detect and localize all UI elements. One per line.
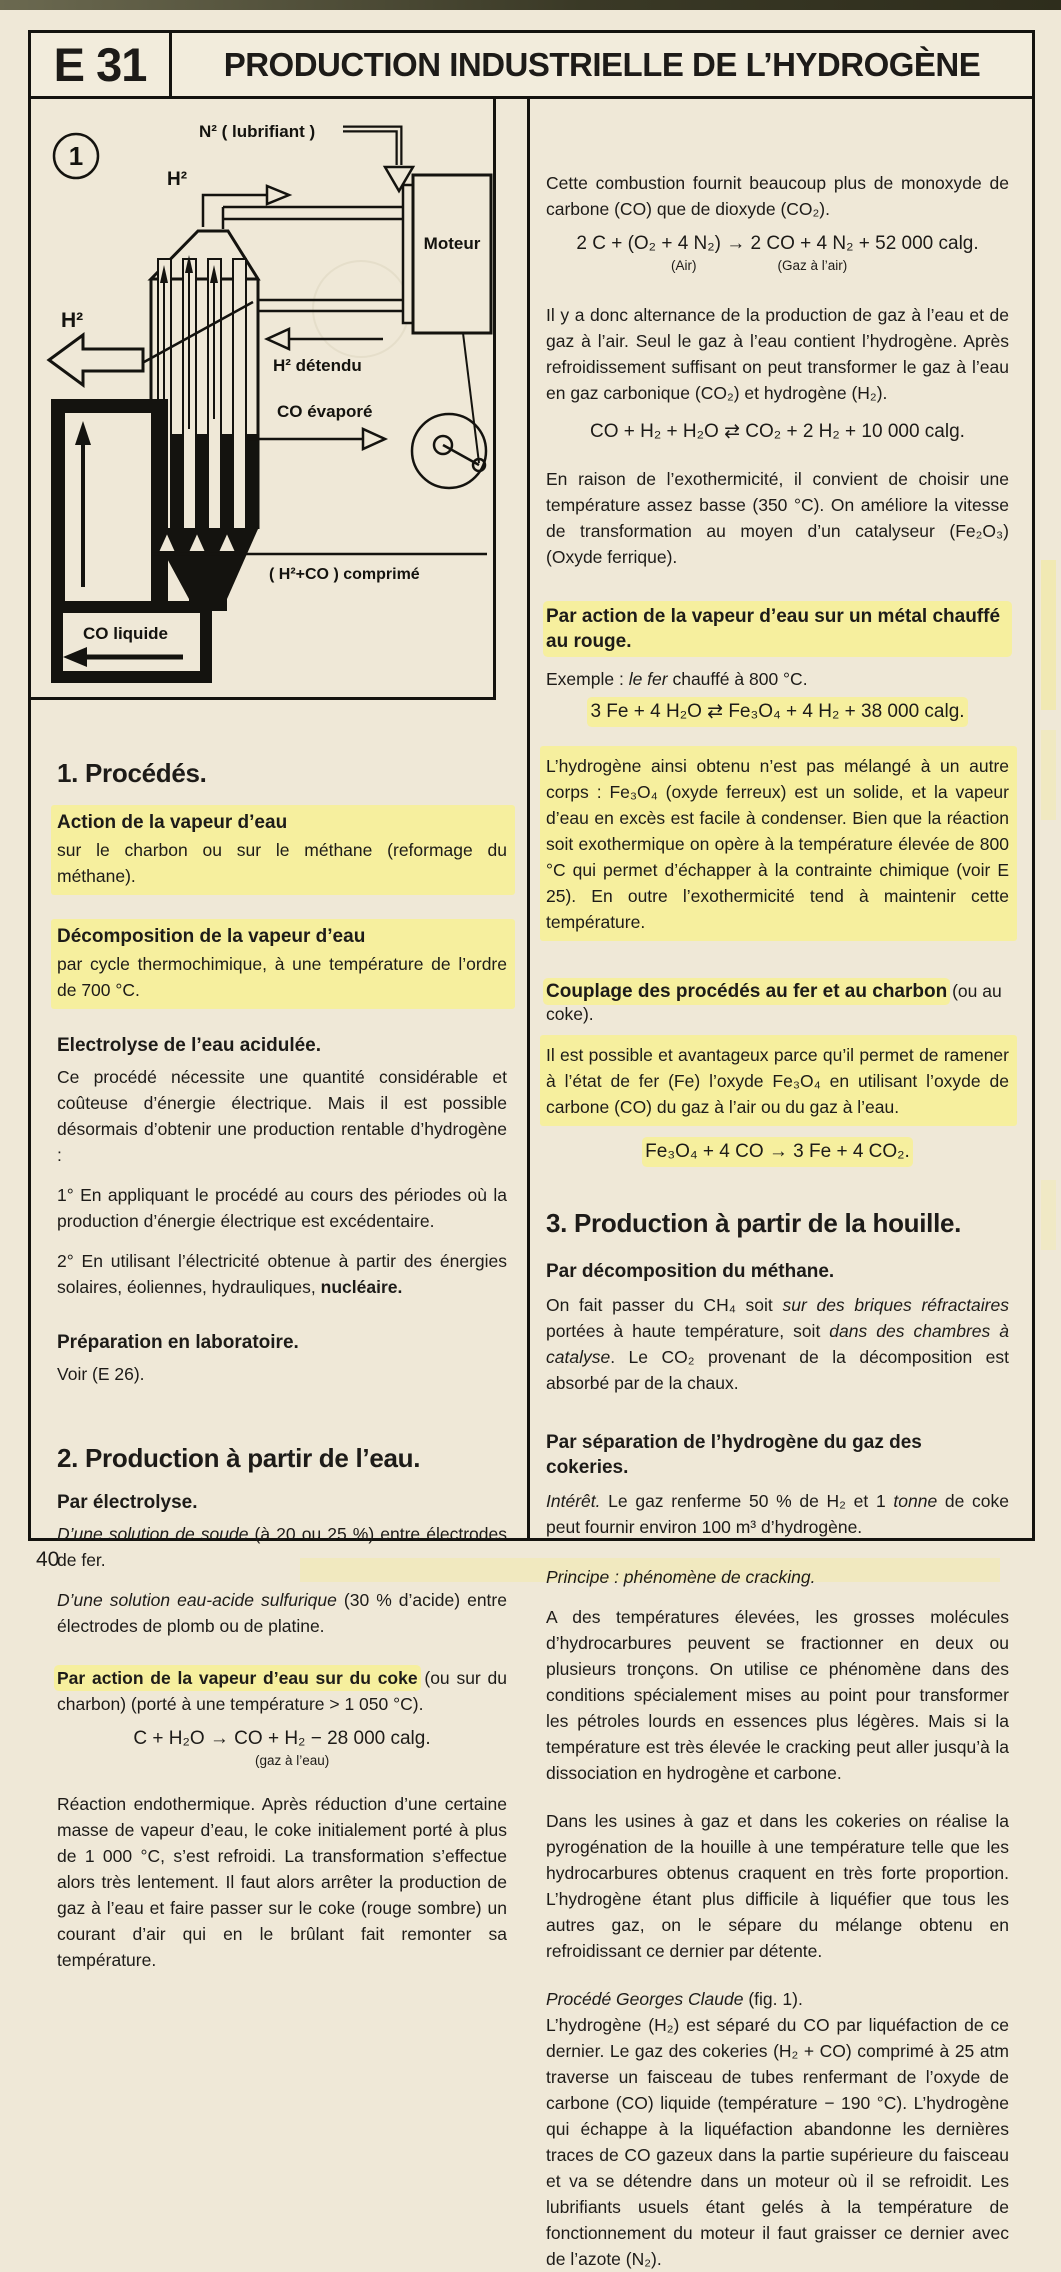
heading-couplage-bold: Couplage des procédés au fer et au charbon [546,981,948,1002]
margin-highlight-mark [1041,730,1056,820]
equation-sublabel-gaz-a-lair: (Gaz à l’air) [777,258,848,273]
text-run-italic: D’une solution de soude [57,1524,249,1544]
paragraph-coke [57,1665,507,1717]
equation-text: 3 Fe + 4 H₂O ⇄ Fe₃O₄ + 4 H₂ + 38 000 calg. [590,701,965,722]
equation-text: Fe₃O₄ + 4 CO → 3 Fe + 4 CO₂. [645,1141,910,1162]
equation-fer-vapeur [546,700,1009,724]
heading-vapeur-sur-metal: Par action de la vapeur d’eau sur un métal chauffé au rouge. [546,604,1009,654]
heading-decomposition-methane: Par décomposition du méthane. [546,1261,835,1282]
heading-vapeur-sur-coke: Par action de la vapeur d’eau sur du coke [57,1668,418,1688]
paragraph-hydrogene-obtenu [540,746,1017,941]
heading-electrolyse-acidulee: Electrolyse de l’eau acidulée. [57,1035,322,1056]
equation-couplage [546,1140,1009,1164]
text-run-italic: sur des briques réfractaires [782,1295,1009,1315]
text-run: portées à haute température, soit [546,1321,830,1341]
h2-top-label: H² [167,169,188,190]
text-decomposition: par cycle thermochimique, à une température de l’ordre de 700 °C. [57,954,507,1000]
procede-action-vapeur [51,805,515,895]
heading-par-electrolyse: Par électrolyse. [57,1492,198,1513]
h2-big-left-arrow [49,335,143,385]
paragraph: Cette combustion fournit beaucoup plus de monoxyde de carbone (CO) que de dioxyde (CO₂). [546,173,1009,219]
equation-text: CO + H₂ + H₂O ⇄ CO₂ + 2 H₂ + 10 000 calg. [590,421,965,442]
paragraph: Réaction endothermique. Après réduction d’une certaine masse de vapeur d’eau, le coke initialement porté à plus de 1 000 °C, s’est refroidi. La transformation s’effectue alors très lentement. Il faut alors arrêter la production de gaz à l’eau et faire passer sur le coke (rouge sombre) un courant d’air qui en le brûlant fait remonter sa température. [57,1794,507,1970]
text-run-italic: D’une solution eau-acide sulfurique [57,1590,337,1610]
text-action-vapeur: sur le charbon ou sur le méthane (reformage du méthane). [57,840,507,886]
scan-edge-strip [0,0,1061,10]
equation-gaz-a-lair [546,232,1009,274]
figure-number: 1 [68,141,84,171]
text-run: Exemple : [546,669,629,689]
paragraph: Il est possible et avantageux parce qu’il permet de ramener à l’état de fer (Fe) l’oxyde Fe₃O₄ en utilisant l’oxyde de carbone (CO) du gaz à l’air ou du gaz à l’eau. [546,1045,1009,1117]
crank-arm [443,445,479,465]
paragraph: En raison de l’exothermicité, il convient de choisir une température assez basse (350 °C). On améliore la vitesse de transformation au moyen d’un catalyseur (Fe₂O₃) (Oxyde ferrique). [546,469,1009,567]
page-title: PRODUCTION INDUSTRIELLE DE L’HYDROGÈNE [223,45,981,83]
equation-text: C + H₂O → CO + H₂ − 28 000 calg. [133,1728,431,1749]
paragraph [57,1521,507,1573]
paragraph [57,1248,507,1300]
h2-detendu-left-arrow [267,329,289,349]
procede-decomposition [51,919,515,1009]
co-evapore-right-arrow [363,429,385,449]
text-run-bold: nucléaire. [320,1277,403,1297]
moteur-label: Moteur [423,234,481,253]
equation-text: 2 C + (O₂ + 4 N₂) → 2 CO + 4 N₂ + 52 000 calg. [576,233,979,254]
text-run: Le gaz renferme 50 % de H₂ et 1 [600,1491,894,1511]
paragraph: Ce procédé nécessite une quantité considérable et coûteuse d’énergie électrique. Mais il est possible désormais d’obtenir une production rentable d’hydrogène : [57,1067,507,1165]
text-run: (30 % d’acide) entre électrodes de plomb ou de platine. [57,1590,507,1636]
paragraph [546,1488,1009,1540]
text-run: chauffé à 800 °C. [667,669,808,689]
paragraph: L’hydrogène ainsi obtenu n’est pas mélangé à un autre corps : Fe₃O₄ (oxyde ferreux) est un solide, et la vapeur d’eau en excès est facile à condenser. Bien que la réaction soit exothermique on opère à la température élevée de 800 °C qui permet d’échapper à la contrainte chimique (voir E 25). En outre l’exothermicité tend à maintenir cette température. [546,756,1009,932]
text-run: (ou au coke). [546,981,1002,1024]
crank-rod [463,333,479,463]
paragraph: Voir (E 26). [57,1364,145,1384]
equation-sublabels [57,1751,507,1769]
n2-pipe-inner [343,129,399,165]
section-1-heading: 1. Procédés. [57,758,207,788]
text-run: 2° En utilisant l’électricité obtenue à partir des énergies solaires, éoliennes, hydrauliques, [57,1251,507,1297]
heading-action-vapeur: Action de la vapeur d’eau [57,812,288,833]
paragraph: A des températures élevées, les grosses molécules d’hydrocarbures peuvent se fractionner en deux ou plusieurs tronçons. On utilise ce phénomène dans des conditions spécialement mises au point pour transformer les pétroles lourds en essences plus légères. Mais si la température est très élevée le cracking peut aller jusqu’à la dissociation en hydrogène et carbone. [546,1607,1009,1783]
heading-procede-claude [546,1986,1009,2012]
text-run: . Le CO₂ provenant de la décomposition est absorbé par de la chaux. [546,1347,1009,1393]
text-run: (ou sur du charbon) (porté à une température > 1 050 °C). [57,1668,507,1714]
paragraph [546,666,1009,692]
hydrogen-apparatus-diagram [31,99,493,697]
page-header [28,30,1035,99]
paragraph [546,1292,1009,1396]
n2-lubrifiant-label: N² ( lubrifiant ) [199,122,316,141]
h2-right-arrow [267,186,289,204]
co-liquide-label: CO liquide [83,624,168,643]
heading-decomposition: Décomposition de la vapeur d’eau [57,926,366,947]
n2-pipe [343,129,399,165]
tube-4 [233,259,246,529]
margin-highlight-mark [1041,560,1056,710]
equation-sublabel-air: (Air) [671,258,697,273]
section-2-heading: 2. Production à partir de l’eau. [57,1443,421,1473]
co-evapore-label: CO évaporé [277,402,373,421]
paragraph: 1° En appliquant le procédé au cours des périodes où la production d’énergie électrique est excédentaire. [57,1185,507,1231]
paragraph-couplage [540,1035,1017,1126]
equation-sublabel: (gaz à l’eau) [255,1753,330,1768]
h2-top-pipe [203,195,267,227]
paragraph [57,1587,507,1639]
text-run: de coke peut fournir environ 100 m³ d’hydrogène. [546,1491,1010,1537]
text-run-italic: Procédé Georges Claude [546,1989,744,2009]
equation-sublabels [546,256,1009,274]
text-run: (fig. 1). [743,1989,803,2009]
page-number: 40 [36,1548,60,1571]
paragraph: Il y a donc alternance de la production de gaz à l’eau et de gaz à l’air. Seul le gaz à l’eau contient l’hydrogène. Après refroidissement suffisant on peut transformer le gaz à l’eau en gaz carbonique (CO₂) et hydrogène (H₂). [546,305,1009,403]
margin-highlight-mark [1041,1180,1056,1250]
paragraph: L’hydrogène (H₂) est séparé du CO par liquéfaction de ce dernier. Le gaz des cokeries (H₂ + CO) comprimé à 25 atm traverse un faisceau de tubes renfermant de l’oxyde de carbone (CO) liquide (température − 190 °C). L’hydrogène qui échappe à la liquéfaction abandonne les dernières traces de CO gazeux dans la partie supérieure du faisceau et va se détendre dans un moteur où il se refroidit. Les lubrifiants usuels étant gelés à la température de fonctionnement du moteur il faut graisser ce dernier avec de l’azote (N₂). [546,2015,1009,2269]
heading-principe-cracking: Principe : phénomène de cracking. [546,1567,816,1587]
figure-1-diagram [31,99,496,700]
heading-separation-cokeries: Par séparation de l’hydrogène du gaz des cokeries. [546,1432,922,1478]
bleed-through-ghost [313,261,409,357]
text-run: (à 20 ou 25 %) entre électrodes de fer. [57,1524,507,1570]
equation-gaz-a-leau [57,1727,507,1769]
right-column [530,96,1035,2269]
moteur-box [413,175,491,333]
lesson-code: E 31 [31,33,172,96]
text-run-italic: Intérêt. [546,1491,601,1511]
paragraph: Dans les usines à gaz et dans les cokeries on réalise la pyrogénation de la houille à une température telle que les hydrocarbures obtenus craquent en très forte proportion. L’hydrogène étant plus difficile à liquéfier que tous les autres gaz, on le sépare du mélange obtenu en refroidissant ce dernier par détente. [546,1811,1009,1961]
section-3-heading: 3. Production à partir de la houille. [546,1208,962,1238]
text-run-italic: dans des chambres à catalyse [546,1321,1009,1367]
equation-shift [546,420,1009,444]
heading-couplage [546,979,1009,1025]
text-run: On fait passer du CH₄ soit [546,1295,783,1315]
text-run-italic: tonne [893,1491,938,1511]
heading-preparation-laboratoire: Préparation en laboratoire. [57,1332,299,1353]
text-run-italic: le fer [628,669,668,689]
h2-detendu-label: H² détendu [273,356,362,375]
h2co-comprime-label: ( H²+CO ) comprimé [269,566,420,583]
h2-left-label: H² [61,309,84,332]
